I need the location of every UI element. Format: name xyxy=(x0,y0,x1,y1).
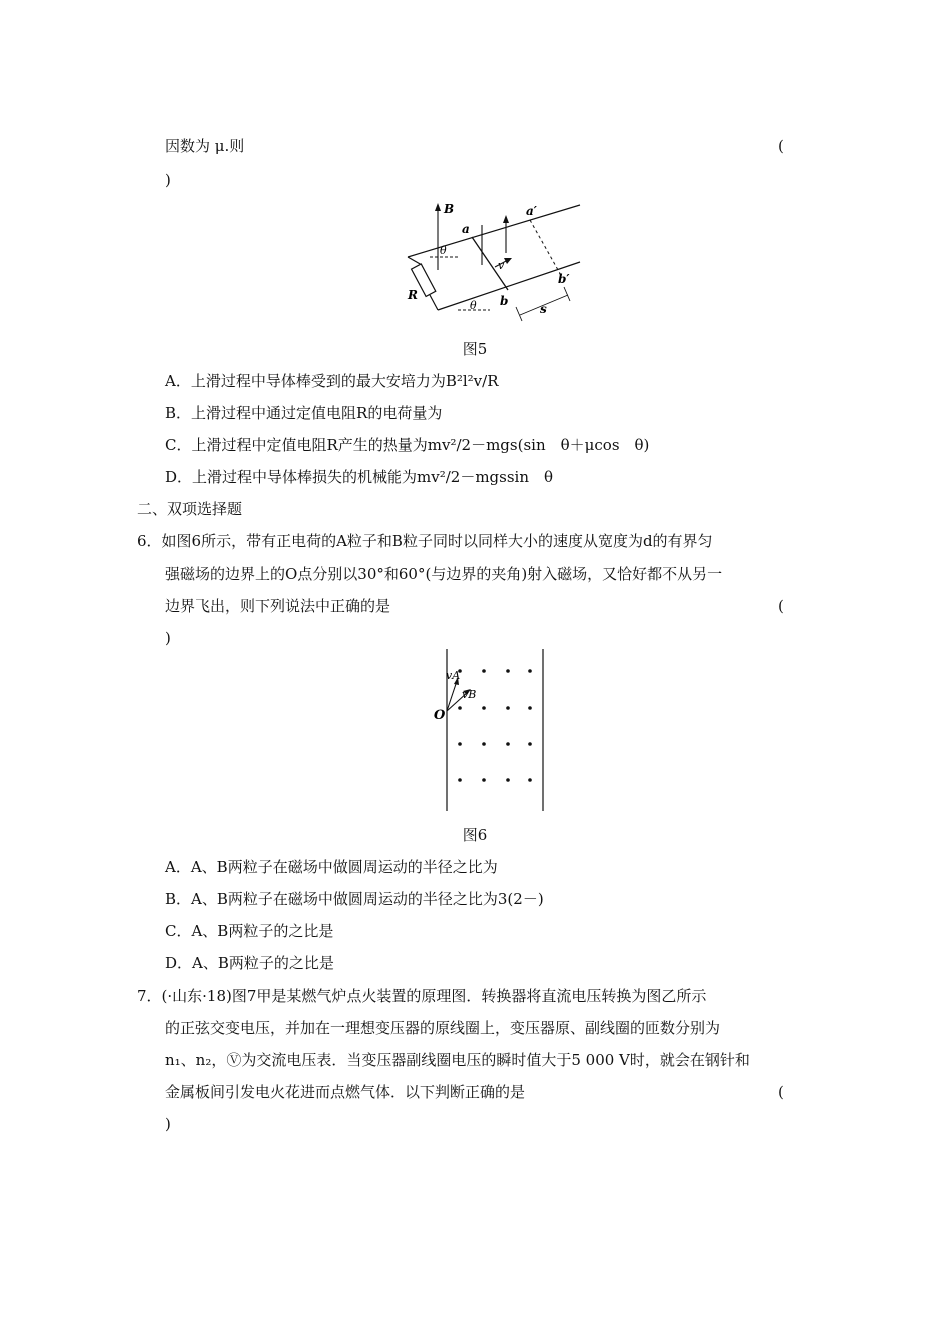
q6-option-d: D．A、B两粒子的之比是 xyxy=(165,954,334,972)
field-dots xyxy=(458,669,532,782)
figure-5-caption: 图5 xyxy=(462,340,488,358)
q5-close-paren: ) xyxy=(165,171,171,189)
q6-option-c: C．A、B两粒子的之比是 xyxy=(165,922,334,940)
label-theta-bottom: θ xyxy=(470,299,477,312)
q7-stem-line-4: 金属板间引发电火花进而点燃气体．以下判断正确的是 xyxy=(165,1083,526,1101)
label-theta-top: θ xyxy=(440,244,447,257)
q5-open-paren: ( xyxy=(778,137,784,155)
label-B: B xyxy=(444,202,455,216)
q6-open-paren: ( xyxy=(778,597,784,615)
q7-stem-line-2: 的正弦交变电压，并加在一理想变压器的原线圈上，变压器原、副线圈的匝数分别为 xyxy=(165,1019,721,1037)
q7-stem-line-1: 7．(·山东·18)图7甲是某燃气炉点火装置的原理图．转换器将直流电压转换为图乙所示 xyxy=(137,987,707,1005)
figure-6-magnetic-field xyxy=(430,645,555,815)
bottom-rail xyxy=(438,262,580,310)
q7-close-paren: ) xyxy=(165,1115,171,1133)
dashed-a-prime-b-prime xyxy=(530,220,562,277)
label-vA: vA xyxy=(446,669,461,682)
q5-option-c: C．上滑过程中定值电阻R产生的热量为mv²/2－mgs(sin θ＋μcos θ) xyxy=(165,436,650,454)
q7-open-paren: ( xyxy=(778,1083,784,1101)
label-s: s xyxy=(540,302,547,316)
label-a: a xyxy=(462,222,470,236)
label-O: O xyxy=(434,708,446,723)
q5-option-d: D．上滑过程中导体棒损失的机械能为mv²/2－mgssin θ xyxy=(165,468,554,486)
q6-stem-line-3: 边界飞出，则下列说法中正确的是 xyxy=(165,597,391,615)
label-R: R xyxy=(408,288,418,302)
label-v: v xyxy=(498,259,505,272)
figure-6-caption: 图6 xyxy=(462,826,488,844)
q5-option-b: B．上滑过程中通过定值电阻R的电荷量为 xyxy=(165,404,443,422)
q6-stem-line-2: 强磁场的边界上的O点分别以30°和60°(与边界的夹角)射入磁场，又恰好都不从另一 xyxy=(165,565,723,583)
q6-stem-line-1: 6．如图6所示，带有正电荷的A粒子和B粒子同时以同样大小的速度从宽度为d的有界匀 xyxy=(137,532,713,550)
label-vB: vB xyxy=(462,688,477,701)
label-b: b xyxy=(500,294,509,308)
q5-option-a: A．上滑过程中导体棒受到的最大安培力为B²l²v/R xyxy=(165,372,499,390)
q5-stem-tail: 因数为 μ.则 xyxy=(165,137,245,155)
q6-close-paren: ) xyxy=(165,629,171,647)
label-a-prime: a′ xyxy=(526,204,537,218)
q6-option-a: A．A、B两粒子在磁场中做圆周运动的半径之比为 xyxy=(165,858,498,876)
section-title: 二、双项选择题 xyxy=(137,500,243,518)
q6-option-b: B．A、B两粒子在磁场中做圆周运动的半径之比为3(2－) xyxy=(165,890,544,908)
figure-5-inclined-rails xyxy=(400,195,590,330)
q7-stem-line-3: n₁、n₂，Ⓥ为交流电压表．当变压器副线圈电压的瞬时值大于5 000 V时，就会在钢针和 xyxy=(165,1051,750,1069)
label-b-prime: b′ xyxy=(558,272,570,286)
top-rail xyxy=(408,205,580,257)
